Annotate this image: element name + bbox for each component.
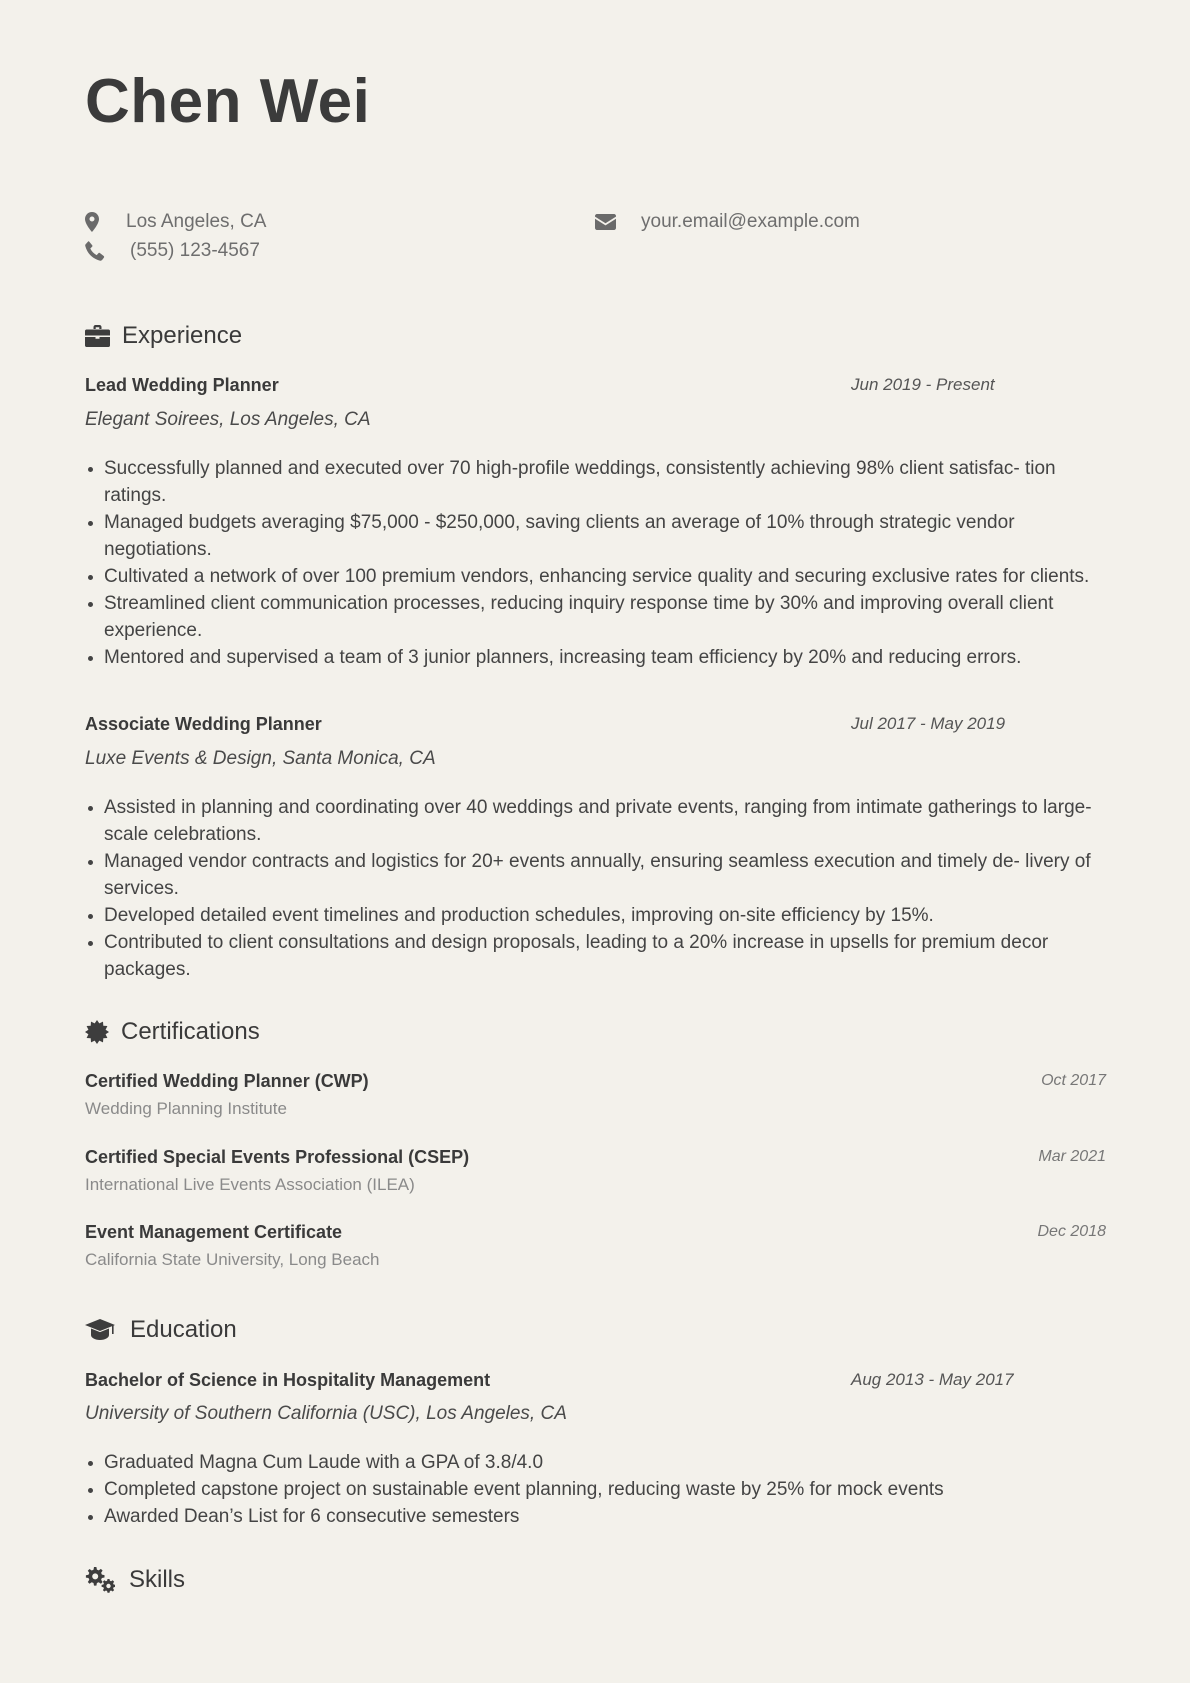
list-item: Cultivated a network of over 100 premium vendors, enhancing service quality and securing exclusive rates for clients. (85, 563, 1110, 590)
phone-text[interactable]: (555) 123-4567 (130, 240, 260, 261)
certifications-section-header (85, 1018, 260, 1046)
map-marker-icon (85, 212, 99, 232)
certificate-icon (85, 1020, 109, 1044)
cert-3-name: Event Management Certificate (85, 1222, 343, 1242)
job-2-bullets (85, 794, 1110, 983)
experience-title: Experience (122, 322, 243, 349)
job-1-dates: Jun 2019 - Present (851, 375, 995, 394)
job-2-dates: Jul 2017 - May 2019 (851, 714, 1006, 733)
phone-icon (85, 241, 105, 261)
skills-section-header (85, 1566, 185, 1594)
list-item: Awarded Dean’s List for 6 consecutive semesters (85, 1503, 1110, 1530)
skills-title: Skills (129, 1566, 186, 1593)
contact-phone (85, 240, 260, 262)
education-degree: Bachelor of Science in Hospitality Management (85, 1370, 491, 1390)
list-item: Streamlined client communication processes, reducing inquiry response time by 30% and improving overall client experience. (85, 590, 1110, 644)
contact-location (85, 211, 266, 233)
resume-page (85, 0, 1105, 1683)
certifications-title: Certifications (121, 1018, 260, 1045)
cert-2-org: International Live Events Association (ILEA) (85, 1175, 415, 1194)
envelope-icon (595, 214, 616, 230)
experience-section-header (85, 322, 242, 350)
location-text: Los Angeles, CA (126, 211, 267, 232)
cert-1-date: Oct 2017 (1041, 1072, 1106, 1089)
list-item: Graduated Magna Cum Laude with a GPA of 3.8/4.0 (85, 1449, 1110, 1476)
list-item: Assisted in planning and coordinating over 40 weddings and private events, ranging from intimate gatherings to large-scale celebrations. (85, 794, 1110, 848)
list-item: Successfully planned and executed over 70 high-profile weddings, consistently achieving 98% client satisfac- tion ratings. (85, 455, 1110, 509)
cert-2-name: Certified Special Events Professional (CSEP) (85, 1147, 470, 1167)
education-bullets (85, 1449, 1110, 1530)
briefcase-icon (85, 325, 110, 347)
list-item: Completed capstone project on sustainable event planning, reducing waste by 25% for mock events (85, 1476, 1110, 1503)
job-2-role: Associate Wedding Planner (85, 714, 322, 734)
graduation-cap-icon (85, 1319, 115, 1341)
cert-1-name: Certified Wedding Planner (CWP) (85, 1071, 369, 1091)
cert-2-date: Mar 2021 (1038, 1148, 1106, 1165)
cert-3-date: Dec 2018 (1037, 1223, 1106, 1240)
list-item: Managed vendor contracts and logistics for 20+ events annually, ensuring seamless execution and timely de- livery of services. (85, 848, 1110, 902)
cogs-icon (85, 1567, 115, 1593)
list-item: Mentored and supervised a team of 3 junior planners, increasing team efficiency by 20% and reducing errors. (85, 644, 1110, 671)
cert-3-org: California State University, Long Beach (85, 1250, 380, 1269)
education-section-header (85, 1316, 237, 1344)
education-dates: Aug 2013 - May 2017 (851, 1370, 1014, 1389)
job-2-company: Luxe Events & Design, Santa Monica, CA (85, 748, 436, 769)
list-item: Developed detailed event timelines and production schedules, improving on-site efficiency by 15%. (85, 902, 1110, 929)
cert-1-org: Wedding Planning Institute (85, 1099, 287, 1118)
list-item: Contributed to client consultations and design proposals, leading to a 20% increase in upsells for premium decor packages. (85, 929, 1110, 983)
education-school: University of Southern California (USC), Los Angeles, CA (85, 1403, 567, 1424)
job-1-bullets (85, 455, 1110, 671)
contact-email (595, 211, 860, 233)
candidate-name: Chen Wei (85, 67, 371, 136)
education-title: Education (130, 1316, 237, 1343)
job-1-role: Lead Wedding Planner (85, 375, 279, 395)
email-link[interactable]: your.email@example.com (641, 211, 860, 232)
job-1-company: Elegant Soirees, Los Angeles, CA (85, 409, 371, 430)
list-item: Managed budgets averaging $75,000 - $250,000, saving clients an average of 10% through strategic vendor negotiations. (85, 509, 1110, 563)
